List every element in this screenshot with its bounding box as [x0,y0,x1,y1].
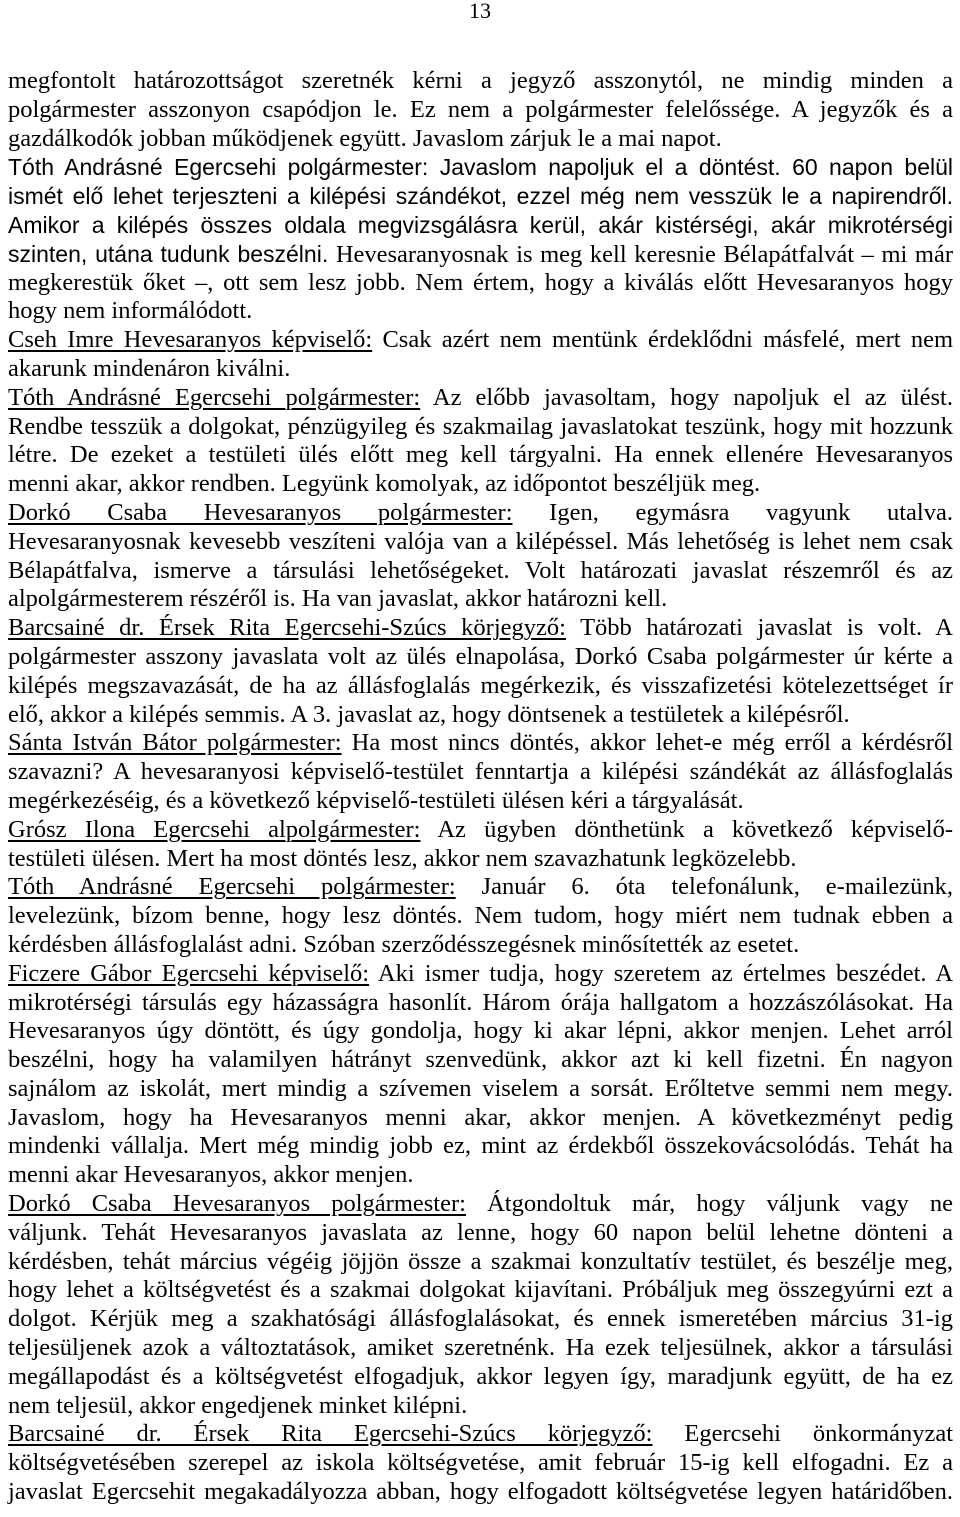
text-line: testületi ülésen. Mert ha most döntés lesz, akkor nem szavazhatunk legközelebb. [8,844,797,872]
text-line: menni akar, akkor rendben. Legyünk komolyak, az időpontot beszéljük meg. [8,470,761,498]
text-line [8,384,953,413]
text-line [8,729,953,758]
text-line: szavazni? A hevesaranyosi képviselő-testület fenntartja a kilépési szándékát az állásfoglalás [8,758,953,786]
document-body [8,67,953,1507]
paragraph [8,816,953,874]
text-line: Hevesaranyos úgy döntött, és úgy gondolja, hogy ki akar lépni, akkor menjen. Lehet arról [8,1017,953,1045]
speech-text: Hevesaranyosnak is meg kell keresnie Bélapátfalvát – mi már [335,240,953,268]
text-line: megfontolt határozottságot szeretnék kérni a jegyző asszonytól, ne mindig minden a [8,67,953,94]
speech-text: Az előbb javasoltam, hogy napoljuk el az ülést. [432,383,953,411]
text-line: javaslat Egercsehit megakadályozza abban, hogy elfogadott költségvetése legyen határidőben. [8,1478,953,1506]
text-line: teljesüljenek azok a változtatások, amiket szeretnénk. Ha ezek teljesülnek, akkor a társulási [8,1334,953,1362]
speech-text: Átgondoltuk már, hogy váljunk vagy ne [487,1190,953,1218]
speech-text: Igen, egymásra vagyunk utalva. [549,498,953,526]
text-line: kérdésben, tehát március végéig jöjjön össze a szakmai konzultatív testület, és beszélje meg, [8,1247,953,1275]
paragraph [8,326,953,384]
speech-text: Csak azért nem mentünk érdeklődni másfelé, mert nem [382,326,954,354]
text-line: megkerestük őket –, ott sem lesz jobb. Nem értem, hogy a kiválás előtt Hevesaranyos hogy [8,268,953,296]
text-line [8,960,953,989]
text-line: kérdésben állásfoglalást adni. Szóban szerződésszegésnek minősítették az esetet. [8,930,800,958]
text-line: sajnálom az iskolát, mert mindig a szívemen viselem a sorsát. Erőltetve semmi nem megy. [8,1074,953,1102]
page-number: 13 [469,0,491,23]
text-line: gazdálkodók jobban működjenek együtt. Javaslom zárjuk le a mai napot. [8,124,722,152]
text-line: Javaslom, hogy ha Hevesaranyos menni akar, akkor menjen. A következményt pedig [8,1103,953,1131]
text-line: Amikor a kilépés összes oldala megvizsgálásra kerül, akár kistérségi, akár mikrotérségi [8,211,953,238]
text-line: mindenki vállalja. Mert még mindig jobb ez, mint az érdekből összekovácsolódás. Tehát ha [8,1132,953,1160]
text-line: menni akar Hevesaranyos, akkor menjen. [8,1161,414,1189]
text-line: dolgot. Kérjük meg a szakhatósági állásfoglalásokat, és ennek ismeretében március 31-ig [8,1305,953,1333]
speaker-name: Ficzere Gábor Egercsehi képviselő: [8,959,370,987]
speech-text: szinten, utána tudunk beszélni. [8,240,329,267]
paragraph [8,499,953,614]
text-line [8,873,953,902]
paragraph [8,960,953,1190]
paragraph [8,1420,953,1506]
text-line: polgármester asszonyon csapódjon le. Ez nem a polgármester felelőssége. A jegyzők és a [8,95,953,123]
speaker-name: Dorkó Csaba Hevesaranyos polgármester: [8,498,513,526]
speaker-name: Cseh Imre Hevesaranyos képviselő: [8,326,373,354]
text-line [8,1420,953,1449]
paragraph [8,873,953,959]
speech-text: Az ügyben dönthetünk a következő képviselő- [437,815,953,843]
text-line: megállapodást és a költségvetést elfogadjuk, akkor legyen így, maradjunk együtt, de ha ez [8,1362,953,1390]
speaker-name: Sánta István Bátor polgármester: [8,729,342,757]
paragraph [8,1190,953,1420]
text-line: megérkezéséig, és a következő képviselő-testületi ülésen kéri a tárgyalását. [8,786,744,814]
speaker-name: Dorkó Csaba Hevesaranyos polgármester: [8,1190,466,1218]
speech-text: Január 6. óta telefonálunk, e-mailezünk, [481,873,953,901]
paragraph [8,729,953,815]
text-line: ismét elő lehet terjeszteni a kilépési szándékot, ezzel még nem vesszük le a napirendről. [8,183,953,210]
speech-text: Javaslom napoljuk el a döntést. 60 napon belül [439,154,954,181]
text-line: költségvetésében szerepel az iskola költségvetése, amit február 15-ig kell elfogadni. Ez a [8,1449,953,1477]
text-line: Rendbe tesszük a dolgokat, pénzügyileg és szakmailag javaslatokat teszünk, hogy mit hozzunk [8,412,953,440]
speaker-name: Tóth Andrásné Egercsehi polgármester: [8,383,421,411]
text-line: beszélni, hogy ha valamilyen hátrányt szenvedünk, akkor azt ki kell fizetni. Én nagyon [8,1046,953,1074]
paragraph [8,153,953,326]
speaker-name: Barcsainé dr. Érsek Rita Egercsehi-Szúcs körjegyző: [8,1420,653,1448]
text-line: levelezünk, bízom benne, hogy lesz döntés. Nem tudom, hogy miért nem tudnak ebben a [8,902,953,930]
text-line: létre. De ezeket a testületi ülés előtt meg kell tárgyalni. Ha ennek ellenére Hevesaranyos [8,441,953,469]
text-line [8,153,953,182]
text-line: hogy lehet a költségvetést és a szakmai dolgokat kijavítani. Próbáljuk meg összegyúrni ezt a [8,1276,953,1304]
text-line: akarunk mindenáron kiválni. [8,354,291,382]
text-line [8,816,953,845]
speech-text: Egercsehi önkormányzat [684,1420,954,1448]
text-line: polgármester asszony javaslata volt az ülés elnapolása, Dorkó Csaba polgármester úr kérte a [8,642,953,670]
paragraph [8,384,953,499]
text-line: alpolgármesterem részéről is. Ha van javaslat, akkor határozni kell. [8,585,668,613]
speaker-name: Tóth Andrásné Egercsehi polgármester: [8,154,429,181]
text-line: kilépés megszavazását, de ha az állásfoglalás megérkezik, és visszafizetési kötelezettséget ír [8,671,953,699]
speaker-name: Barcsainé dr. Érsek Rita Egercsehi-Szúcs körjegyző: [8,614,566,642]
text-line [8,1190,953,1219]
speech-text: Több határozati javaslat is volt. A [580,614,953,642]
speaker-name: Tóth Andrásné Egercsehi polgármester: [8,873,456,901]
speaker-name: Grósz Ilona Egercsehi alpolgármester: [8,815,421,843]
text-line: hogy nem informálódott. [8,297,253,325]
text-line [8,499,953,528]
text-line [8,614,953,643]
text-line: váljunk. Tehát Hevesaranyos javaslata az lenne, hogy 60 napon belül lehetne dönteni a [8,1218,953,1246]
speech-text: Ha most nincs döntés, akkor lehet-e még erről a kérdésről [351,729,954,757]
text-line: nem teljesül, akkor engedjenek minket kilépni. [8,1391,468,1419]
paragraph [8,67,953,153]
speech-text: Aki ismer tudja, hogy szeretem az értelmes beszédet. A [377,959,954,987]
text-line [8,326,953,355]
text-line [8,240,953,269]
text-line: Bélapátfalva, ismerve a társulási lehetőségeket. Volt határozati javaslat részemről és az [8,556,953,584]
text-line: mikrotérségi társulás egy házasságra hasonlít. Három órája hallgatom a hozzászólásokat. Ha [8,988,953,1016]
text-line: elő, akkor a kilépés semmis. A 3. javaslat az, hogy döntsenek a testületek a kilépésről. [8,700,850,728]
text-line: Hevesaranyosnak kevesebb veszíteni valója van a kilépéssel. Más lehetőség is lehet nem csak [8,527,953,555]
paragraph [8,614,953,729]
